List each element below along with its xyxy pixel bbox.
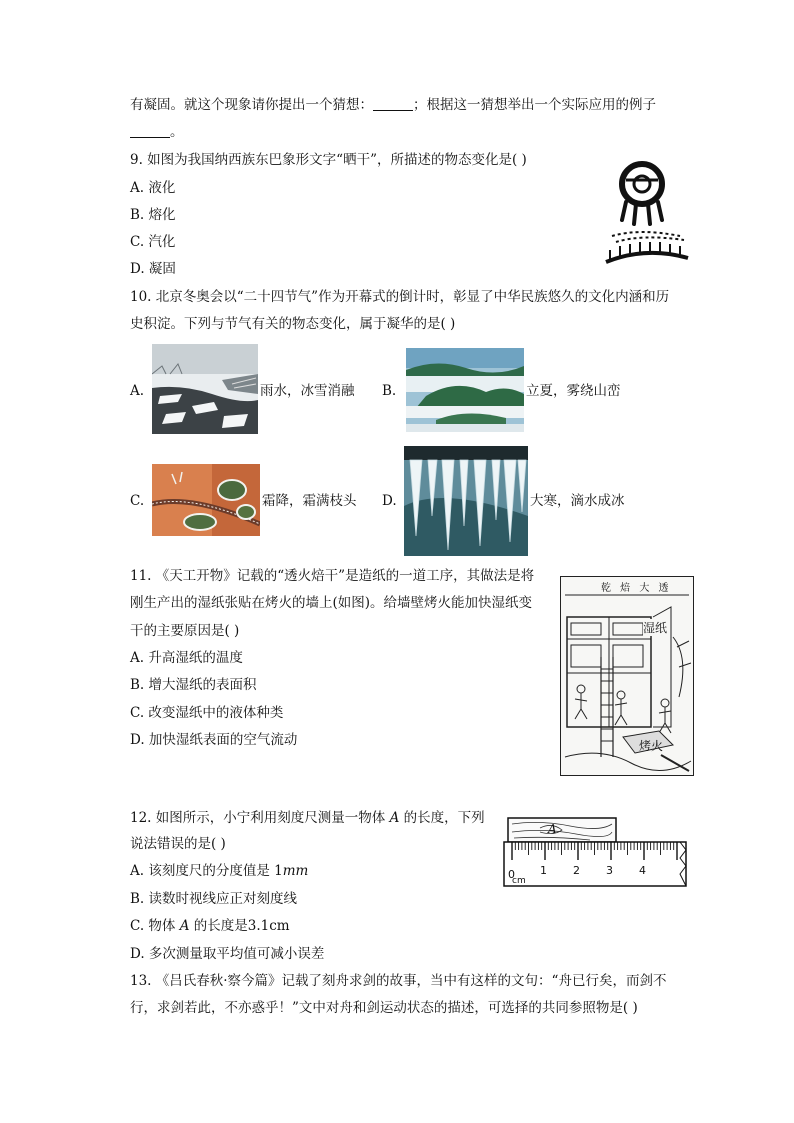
ruler-object-label: A xyxy=(548,822,557,836)
q10-option-b-caption: 立夏，雾绕山峦 xyxy=(526,383,621,399)
dongba-sun-drying-icon xyxy=(600,158,692,270)
q12-stem-line-2: 说法错误的是( ) xyxy=(130,836,226,852)
q9-option-d[interactable]: D. 凝固 xyxy=(130,261,176,277)
q11-option-c[interactable]: C. 改变湿纸中的液体种类 xyxy=(130,705,284,721)
q10-option-a-caption: 雨水，冰雪消融 xyxy=(260,383,355,399)
q10-option-a-image[interactable] xyxy=(152,344,258,434)
dongba-pictograph-figure xyxy=(600,158,692,270)
q12-stem-line-1 xyxy=(130,808,485,828)
melting-snow-river-image xyxy=(152,344,258,434)
icicles-image xyxy=(404,446,528,556)
intro-text-2: ；根据这一猜想举出一个实际应用的例子 xyxy=(413,97,656,113)
q12-stem-var: A xyxy=(389,810,400,826)
wet-paper-label: 湿纸 xyxy=(643,621,668,635)
q9-stem: 9. 如图为我国纳西族东巴象形文字“晒干”，所描述的物态变化是( ) xyxy=(130,152,527,168)
q11-stem-line-1: 11. 《天工开物》记载的“透火焙干”是造纸的一道工序，其做法是将 xyxy=(130,568,535,584)
q11-option-d[interactable]: D. 加快湿纸表面的空气流动 xyxy=(130,732,298,748)
q12-option-d[interactable]: D. 多次测量取平均值可减小误差 xyxy=(130,946,325,962)
ruler-tick-label-4: 4 xyxy=(639,864,646,877)
q12-option-a[interactable] xyxy=(130,861,308,881)
intro-line-1 xyxy=(130,95,656,115)
q12-option-c-var: A xyxy=(179,918,190,934)
q13-stem-line-1: 13. 《吕氏春秋·察今篇》记载了刻舟求剑的故事，当中有这样的文句：“舟已行矣，而剑不 xyxy=(130,973,667,989)
ruler-tick-label-3: 3 xyxy=(606,864,613,877)
q13-stem-line-2: 行，求剑若此，不亦惑乎！”文中对舟和剑运动状态的描述，可选择的共同参照物是( ) xyxy=(130,1000,638,1016)
q9-option-c[interactable]: C. 汽化 xyxy=(130,234,176,250)
intro-text-3: 。 xyxy=(170,124,184,140)
q10-option-c-letter[interactable]: C. xyxy=(130,493,145,509)
q11-stem-line-2: 刚生产出的湿纸张贴在烤火的墙上(如图)。给墙壁烤火能加快湿纸变 xyxy=(130,595,533,611)
intro-text-1: 有凝固。就这个现象请你提出一个猜想： xyxy=(130,97,373,113)
q12-option-a-text: A. 该刻度尺的分度值是 1 xyxy=(130,863,283,879)
foggy-mountains-image xyxy=(406,348,524,432)
q10-option-a-letter[interactable]: A. xyxy=(130,383,145,399)
q10-option-c-caption: 霜降，霜满枝头 xyxy=(262,493,357,509)
q9-option-a[interactable]: A. 液化 xyxy=(130,180,176,196)
ruler-unit-label: cm xyxy=(512,876,526,886)
ruler-tick-label-2: 2 xyxy=(573,864,580,877)
frosted-branch-image xyxy=(152,464,260,536)
q10-stem-line-2: 史积淀。下列与节气有关的物态变化，属于凝华的是( ) xyxy=(130,316,456,332)
fire-label: 烤火 xyxy=(639,739,664,753)
q12-stem-pre: 12. 如图所示，小宁利用刻度尺测量一物体 xyxy=(130,810,390,826)
ruler-measurement-image xyxy=(500,810,690,892)
tiangong-kaiwu-figure xyxy=(560,576,694,776)
intro-line-2 xyxy=(130,122,184,142)
q12-option-c-pre: C. 物体 xyxy=(130,918,180,934)
q10-option-d-image[interactable] xyxy=(404,446,528,556)
ruler-tick-label-0: 0 xyxy=(508,868,515,881)
q10-option-c-image[interactable] xyxy=(152,464,260,536)
q11-stem-line-3: 干的主要原因是( ) xyxy=(130,623,240,639)
q12-stem-post: 的长度，下列 xyxy=(399,810,485,826)
q12-option-c[interactable] xyxy=(130,916,290,936)
q10-stem-line-1: 10. 北京冬奥会以“二十四节气”作为开幕式的倒计时，彰显了中华民族悠久的文化内涵和历 xyxy=(130,289,670,305)
q10-option-d-caption: 大寒，滴水成冰 xyxy=(530,493,625,509)
q9-option-b[interactable]: B. 熔化 xyxy=(130,207,176,223)
q10-option-b-image[interactable] xyxy=(406,348,524,432)
q12-option-a-unit: mm xyxy=(282,863,309,879)
q11-option-a[interactable]: A. 升高湿纸的温度 xyxy=(130,650,243,666)
q11-option-b[interactable]: B. 增大湿纸的表面积 xyxy=(130,677,257,693)
q10-option-b-letter[interactable]: B. xyxy=(382,383,397,399)
paper-drying-woodcut-image xyxy=(561,577,693,775)
q10-option-d-letter[interactable]: D. xyxy=(382,493,397,509)
q12-option-c-post: 的长度是3.1cm xyxy=(189,918,290,934)
q12-option-b[interactable]: B. 读数时视线应正对刻度线 xyxy=(130,891,298,907)
woodcut-title: 乾 焙 大 透 xyxy=(601,583,672,594)
answer-blank-1[interactable] xyxy=(373,96,413,111)
ruler-figure xyxy=(500,810,690,892)
answer-blank-2[interactable] xyxy=(130,123,170,138)
ruler-tick-label-1: 1 xyxy=(540,864,547,877)
